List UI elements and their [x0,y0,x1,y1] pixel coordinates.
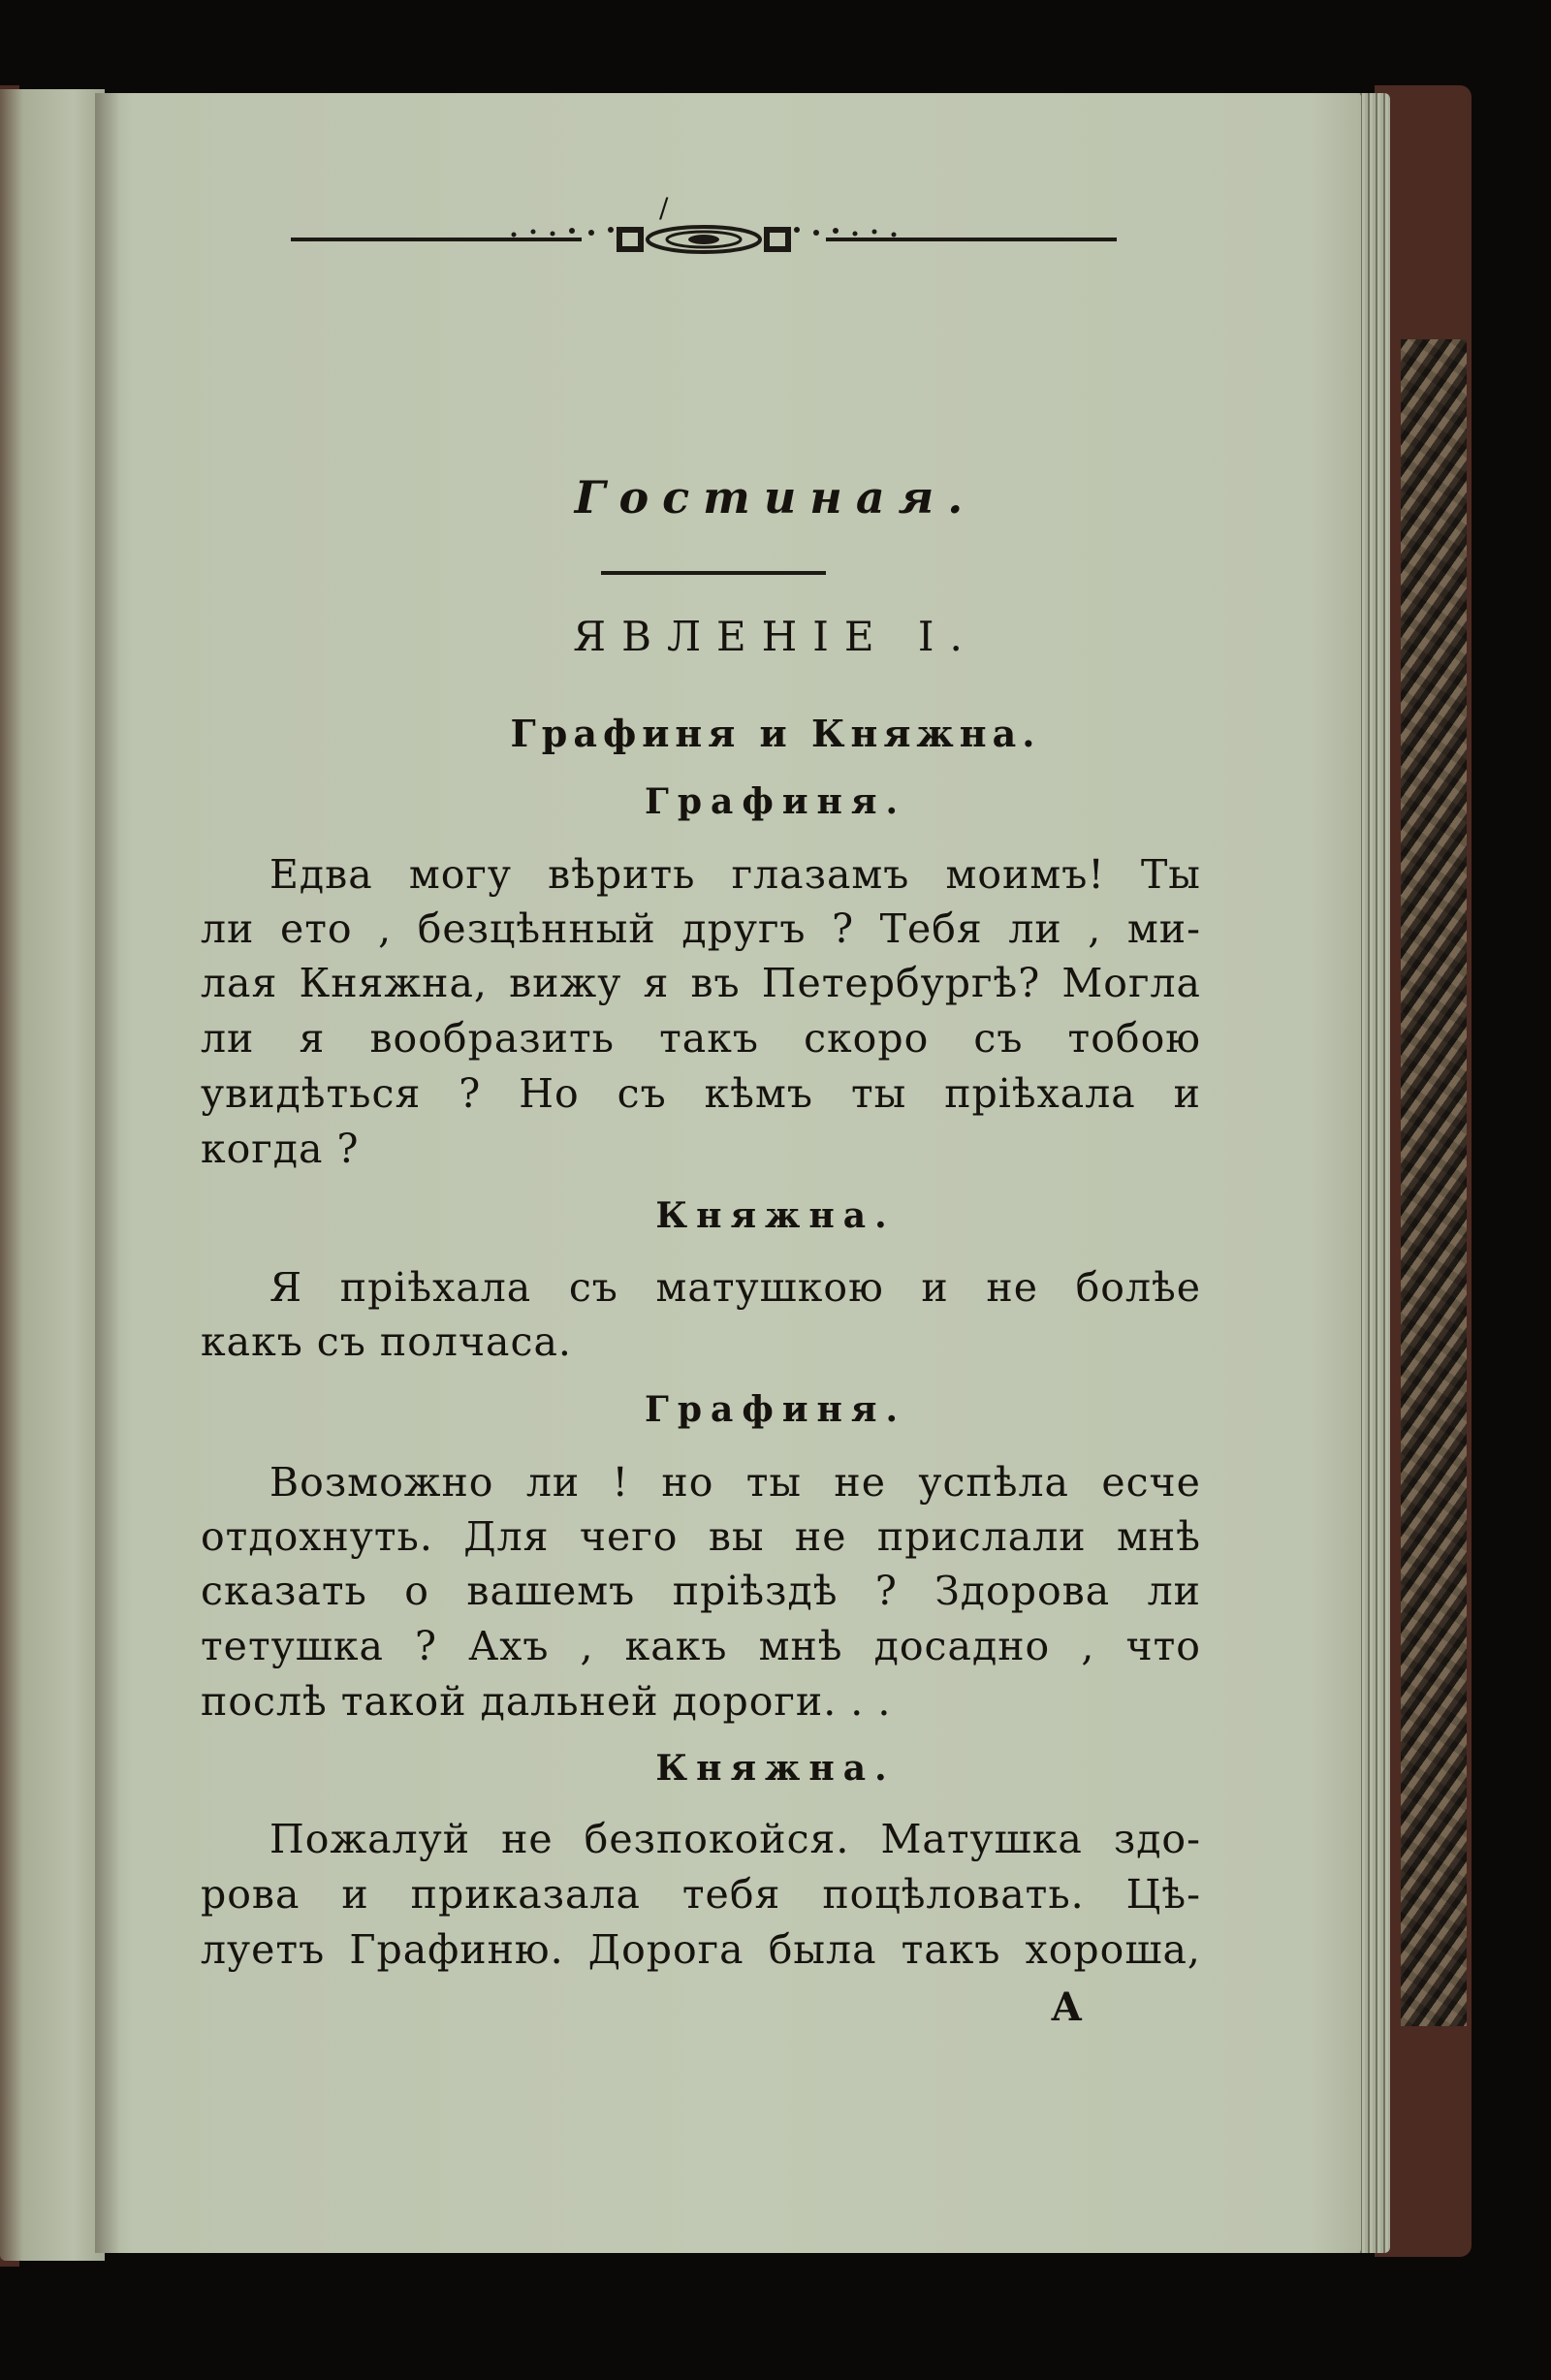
speaker-name: Княжна. [655,1195,896,1236]
signature-mark: А [1051,1984,1083,2030]
text-line: тетушка ? Ахъ , какъ мнѣ досадно , что [201,1623,1201,1669]
text-line: увидѣться ? Но съ кѣмъ ты пріѣхала и [201,1070,1201,1117]
text-line: когда ? [201,1126,360,1172]
text-line: ли я вообразить такъ скоро съ тобою [201,1015,1201,1062]
text-line: Пожалуй не безпокойся. Матушка здо- [269,1816,1201,1862]
text-line: луетъ Графиню. Дорога была такъ хороша, [201,1926,1201,1973]
text-line: какъ съ полчаса. [201,1318,572,1365]
text-line: лая Княжна, вижу я въ Петербургѣ? Могла [201,960,1201,1006]
speaker-name: Графиня. [645,781,906,822]
scene-setting: Гостиная. [574,471,977,524]
act-heading: ЯВЛЕНІЕ I. [573,613,978,660]
text-line: ли ето , безцѣнный другъ ? Тебя ли , ми- [201,905,1201,952]
speaker-name: Княжна. [655,1748,896,1789]
text-line: Возможно ли ! но ты не успѣла есче [269,1459,1201,1506]
title-rule [601,571,826,575]
headpiece-ornament [291,217,1117,262]
speaker-name: Графиня. [645,1389,906,1430]
text-line: Едва могу вѣрить глазамъ моимъ! Ты [269,851,1201,898]
text-line: отдохнуть. Для чего вы не прислали мнѣ [201,1513,1201,1560]
text-line: Я пріѣхала съ матушкою и не болѣе [269,1264,1201,1311]
characters-heading: Графиня и Княжна. [510,712,1041,755]
page-gutter-shadow [95,93,120,2253]
text-line: сказать о вашемъ пріѣздѣ ? Здорова ли [201,1568,1201,1614]
pencil-mark: / [659,192,669,224]
left-page-edge [0,89,105,2261]
page-stack-edges [1357,93,1390,2253]
text-line: рова и приказала тебя поцѣловать. Цѣ- [201,1871,1201,1918]
text-line: послѣ такой дальней дороги. . . [201,1678,892,1725]
